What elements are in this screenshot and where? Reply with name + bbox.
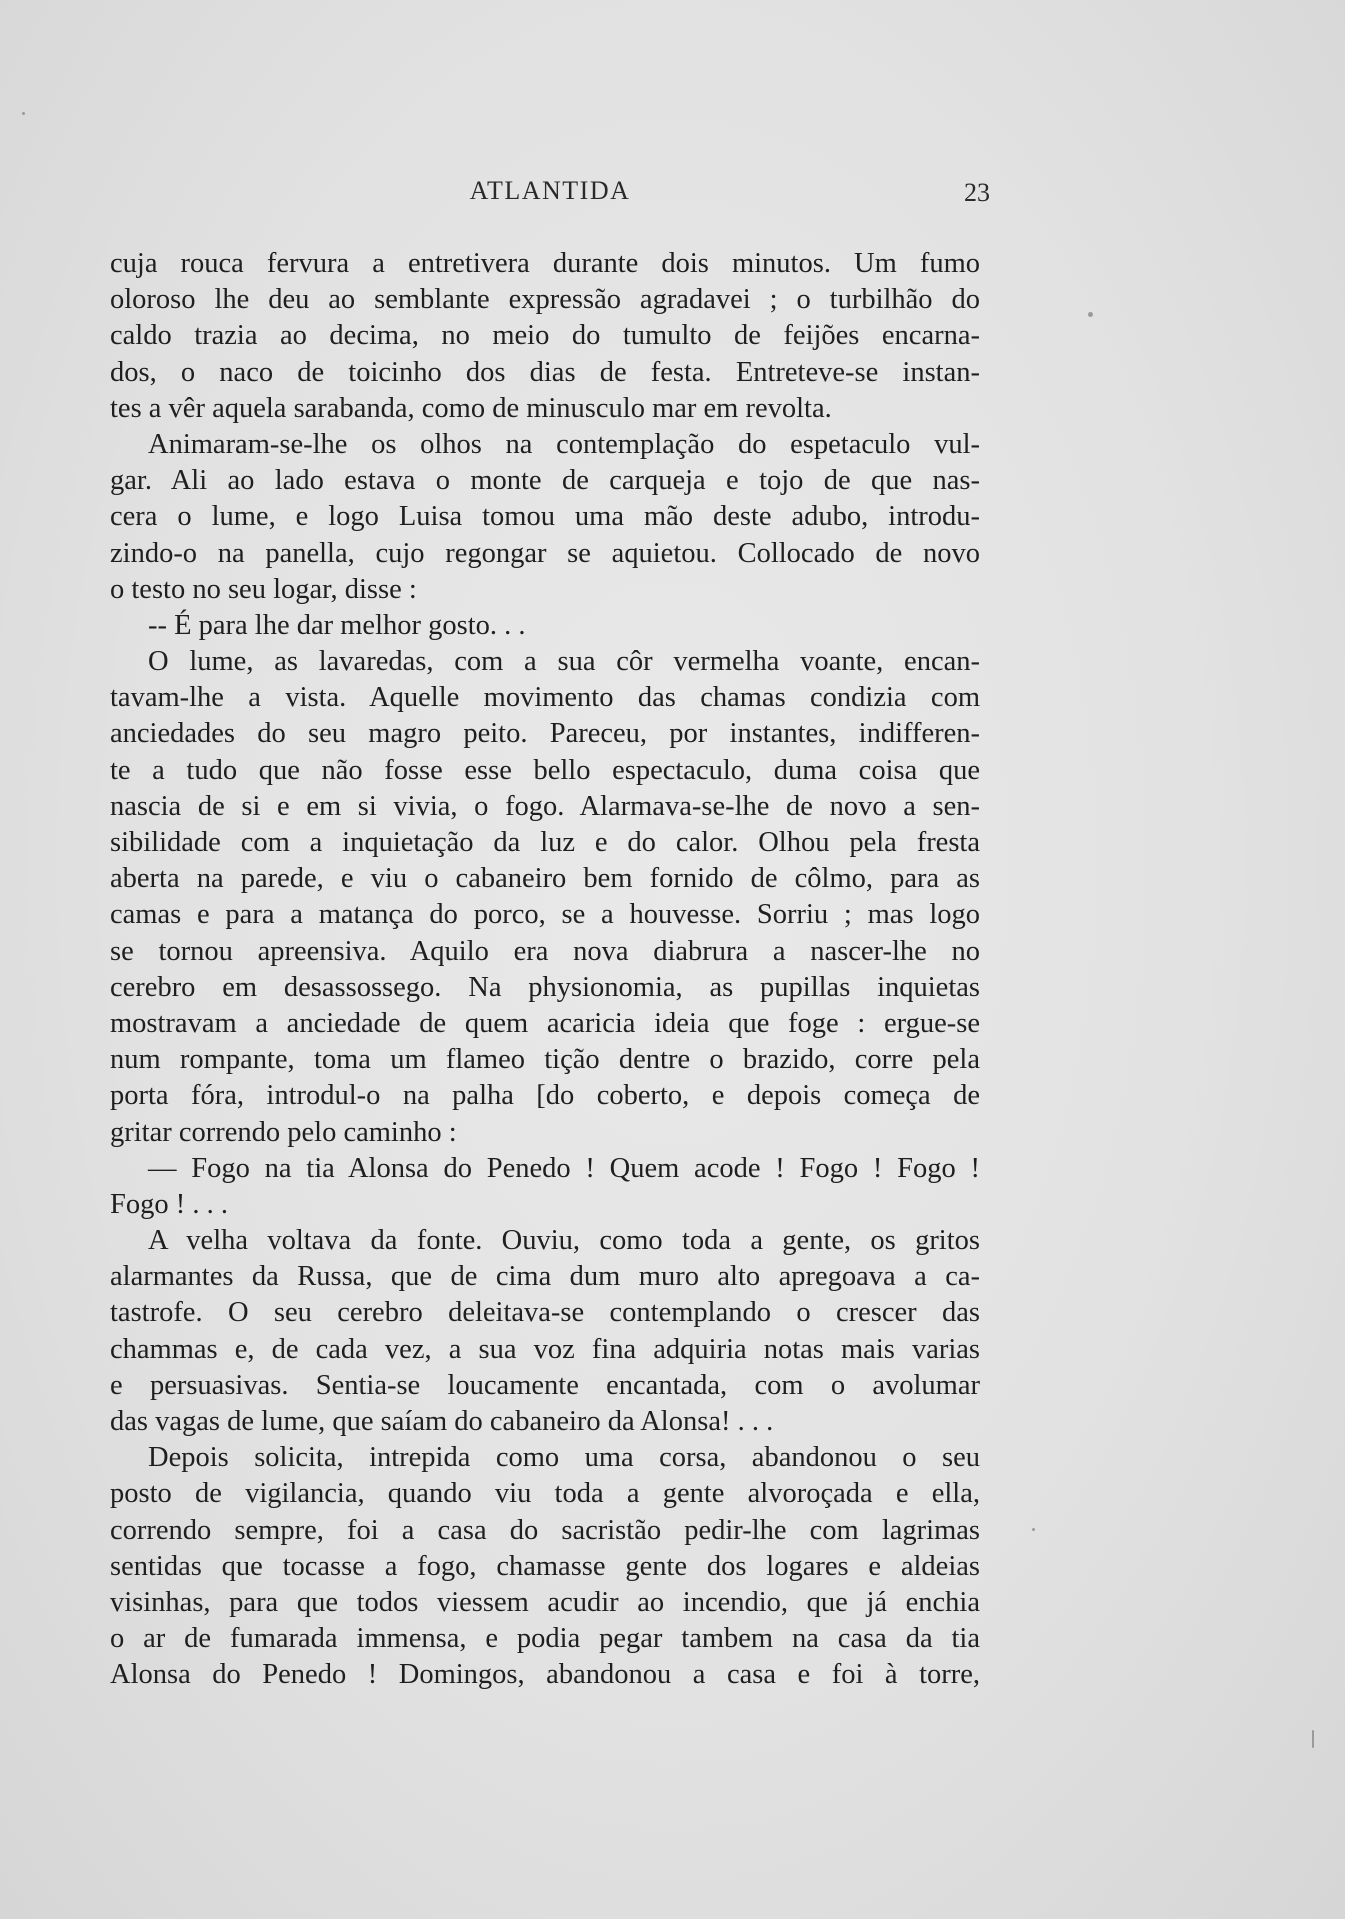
text-line: posto de vigilancia, quando viu toda a gente alvoroçada e ella,	[110, 1478, 980, 1510]
text-line: anciedades do seu magro peito. Pareceu, por instantes, indifferen-	[110, 718, 980, 750]
text-line: caldo trazia ao decima, no meio do tumulto de feijões encarna-	[110, 320, 980, 352]
text-line: cerebro em desassossego. Na physionomia, as pupillas inquietas	[110, 971, 980, 1003]
text-line: Depois solicita, intrepida como uma corsa, abandonou o seu	[148, 1442, 980, 1474]
text-line: tes a vêr aquela sarabanda, como de minusculo mar em revolta.	[110, 392, 832, 424]
text-line: sibilidade com a inquietação da luz e do calor. Olhou pela fresta	[110, 827, 980, 858]
page-header	[110, 176, 990, 212]
text-line: O lume, as lavaredas, com a sua côr vermelha voante, encan-	[148, 646, 980, 678]
text-line: mostravam a anciedade de quem acaricia ideia que foge : ergue-se	[110, 1007, 980, 1039]
text-line: alarmantes da Russa, que de cima dum muro alto apregoava a ca-	[110, 1261, 980, 1293]
paper-speck	[1088, 312, 1093, 317]
text-line: te a tudo que não fosse esse bello espectaculo, duma coisa que	[110, 754, 980, 786]
body-text	[110, 246, 980, 1694]
text-line: dos, o naco de toicinho dos dias de festa. Entreteve-se instan-	[110, 356, 980, 388]
paper-speck	[1312, 1730, 1314, 1748]
text-line: gritar correndo pelo caminho :	[110, 1116, 457, 1148]
paper-speck	[1032, 1528, 1035, 1531]
text-line: aberta na parede, e viu o cabaneiro bem fornido de côlmo, para as	[110, 863, 980, 895]
text-line: gar. Ali ao lado estava o monte de carqueja e tojo de que nas-	[110, 465, 980, 497]
text-line: zindo-o na panella, cujo regongar se aquietou. Collocado de novo	[110, 537, 980, 569]
text-line: camas e para a matança do porco, se a houvesse. Sorriu ; mas logo	[110, 899, 980, 931]
text-line: Alonsa do Penedo ! Domingos, abandonou a casa e foi à torre,	[110, 1659, 980, 1691]
text-line: tastrofe. O seu cerebro deleitava-se contemplando o crescer das	[110, 1297, 980, 1329]
text-line: correndo sempre, foi a casa do sacristão pedir-lhe com lagrimas	[110, 1514, 980, 1546]
text-line: Fogo ! . . .	[110, 1188, 228, 1220]
text-line: num rompante, toma um flameo tição dentre o brazido, corre pela	[110, 1044, 980, 1076]
text-line: — Fogo na tia Alonsa do Penedo ! Quem acode ! Fogo ! Fogo !	[148, 1152, 980, 1184]
page-number: 23	[964, 178, 990, 207]
text-line: e persuasivas. Sentia-se loucamente encantada, com o avolumar	[110, 1369, 980, 1401]
text-line: o testo no seu logar, disse :	[110, 573, 417, 605]
text-line: chammas e, de cada vez, a sua voz fina adquiria notas mais varias	[110, 1333, 980, 1365]
text-line: cuja rouca fervura a entretivera durante dois minutos. Um fumo	[110, 248, 980, 279]
running-title: ATLANTIDA	[469, 176, 631, 205]
text-line: nascia de si e em si vivia, o fogo. Alarmava-se-lhe de novo a sen-	[110, 790, 980, 822]
text-line: tavam-lhe a vista. Aquelle movimento das chamas condizia com	[110, 682, 980, 714]
text-line: Animaram-se-lhe os olhos na contemplação do espetaculo vul-	[148, 428, 980, 460]
text-line: A velha voltava da fonte. Ouviu, como toda a gente, os gritos	[148, 1225, 980, 1257]
text-line: o ar de fumarada immensa, e podia pegar tambem na casa da tia	[110, 1623, 980, 1655]
text-line: porta fóra, introdul-o na palha [do coberto, e depois começa de	[110, 1080, 980, 1112]
paper-speck	[22, 112, 25, 115]
text-line: -- É para lhe dar melhor gosto. . .	[148, 609, 526, 641]
text-line: das vagas de lume, que saíam do cabaneiro da Alonsa! . . .	[110, 1406, 774, 1437]
text-line: se tornou apreensiva. Aquilo era nova diabrura a nascer-lhe no	[110, 935, 980, 967]
text-line: cera o lume, e logo Luisa tomou uma mão deste adubo, introdu-	[110, 501, 980, 533]
text-line: visinhas, para que todos viessem acudir ao incendio, que já enchia	[110, 1586, 980, 1618]
text-line: sentidas que tocasse a fogo, chamasse gente dos logares e aldeias	[110, 1550, 980, 1582]
text-line: oloroso lhe deu ao semblante expressão agradavei ; o turbilhão do	[110, 284, 980, 316]
